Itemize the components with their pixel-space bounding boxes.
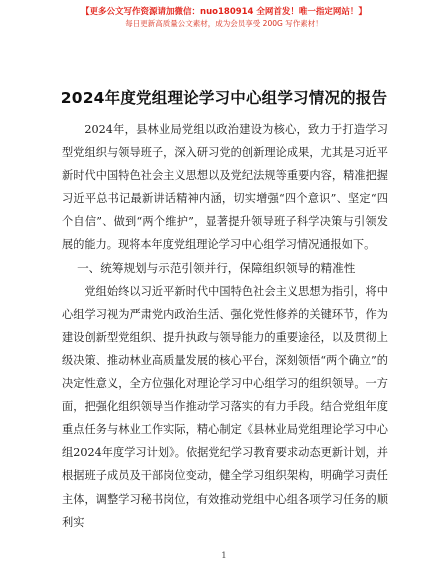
promo-banner-line-1: 【更多公文写作资源请加微信：nuo180914 全网首发！唯一指定网站！】 <box>81 7 367 17</box>
promo-banner-line-2: 每日更新高质量公文素材，成为会员享受 200G 写作素材！ <box>125 19 323 28</box>
intro-paragraph: 2024年，县林业局党组以政治建设为核心，致力于打造学习型党组织与领导班子，深入研习党的创新理论成果，尤其是习近平新时代中国特色社会主义思想以及党纪法规等重要内容，精准把握习近平总书记最新讲话精神内涵，切实增强“四个意识”、坚定“四个自信”、做到“两个维护”，显著提升领导班子科学决策与引领发展的能力。现将本年度党组理论学习中心组学习情况通报如下。 <box>62 123 388 252</box>
section-1-paragraph: 党组始终以习近平新时代中国特色社会主义思想为指引，将中心组学习视为严肃党内政治生活、强化党性修养的关键环节，作为建设创新型党组织、提升执政与领导能力的重要途径，以及贯彻上级决策、推动林业高质量发展的核心平台，深刻领悟“两个确立”的决定性意义，全方位强化对理论学习中心组学习的组织领导。一方面，把强化组织领导当作推动学习落实的有力手段。结合党组年度重点任务与林业工作实际，精心制定《县林业局党组理论学习中心组2024年度学习计划》。依据党纪学习教育要求动态更新计划，并根据班子成员及干部岗位变动，健全学习组织架构，明确学习责任主体，调整学习秘书岗位，有效推动党组中心组各项学习任务的顺利实 <box>62 284 388 529</box>
page-number: 1 <box>221 551 227 561</box>
promo-banner <box>0 6 448 29</box>
document-body <box>62 118 388 534</box>
document-title: 2024年度党组理论学习中心组学习情况的报告 <box>60 89 388 107</box>
section-1-heading: 一、统筹规划与示范引领并行，保障组织领导的精准性 <box>77 260 356 275</box>
